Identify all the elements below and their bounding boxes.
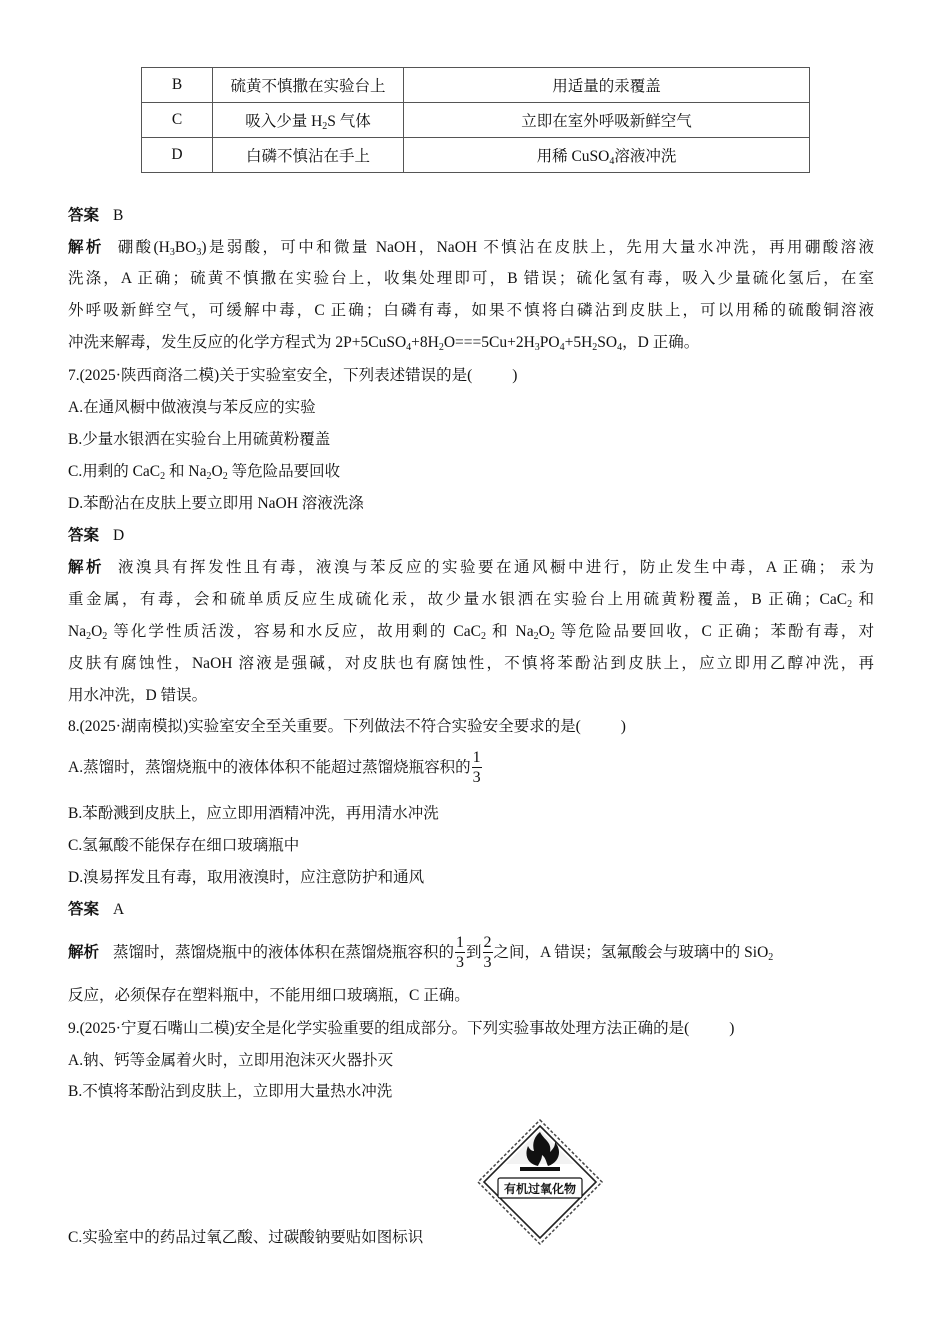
text: 用稀 CuSO — [536, 147, 610, 165]
subscript: 4 — [406, 342, 412, 353]
subscript: 2 — [480, 631, 486, 642]
text: 冲洗来解毒，发生反应的化学方程式为 2P+5CuSO — [68, 334, 407, 351]
subscript: 2 — [86, 631, 92, 642]
analysis-line — [68, 332, 874, 359]
incident-cell — [213, 103, 404, 138]
text: PO — [539, 334, 560, 351]
option-cell: D — [142, 138, 213, 173]
analysis-label: 解析 — [68, 239, 104, 256]
analysis-line — [68, 589, 874, 616]
answer-line — [68, 205, 123, 227]
text: ，D 正确。 — [622, 334, 700, 351]
incident-cell: 硫黄不慎撒在实验台上 — [213, 68, 404, 103]
text: 溶液冲洗 — [614, 147, 677, 165]
subscript: 3 — [534, 342, 540, 353]
subscript: 2 — [768, 952, 774, 963]
text: 等化学性质活泼，容易和水反应，故用剩的 CaC — [107, 623, 481, 640]
text: O===5Cu+2H — [443, 334, 535, 351]
analysis-line: 用水冲洗，D 错误。 — [68, 687, 208, 704]
text: +8H — [411, 334, 439, 351]
question-stem — [68, 1018, 734, 1040]
option-a — [68, 746, 483, 790]
text: +5H — [564, 334, 593, 351]
table-row — [142, 68, 810, 103]
text: SO — [597, 334, 618, 351]
table-row — [142, 103, 810, 138]
subscript: 2 — [222, 471, 228, 482]
text: 吸入少量 H — [245, 112, 323, 130]
text: 蒸馏时，蒸馏烧瓶中的液体体积在蒸馏烧瓶容积的 — [113, 944, 455, 961]
fraction-denominator: 3 — [483, 954, 492, 972]
text: 7.(2025·陕西商洛二模)关于实验室安全，下列表述错误的是( — [68, 367, 473, 384]
answer-value: B — [113, 207, 124, 224]
table-row — [142, 138, 810, 173]
answer-value: A — [113, 901, 125, 918]
text: 重金属，有毒，会和硫单质反应生成硫化汞，故少量水银洒在实验台上用硫黄粉覆盖，B 正确；CaC — [68, 591, 848, 608]
text: O — [211, 463, 223, 480]
analysis-label: 解析 — [68, 559, 104, 576]
text: A.蒸馏时，蒸馏烧瓶中的液体体积不能超过蒸馏烧瓶容积的 — [68, 759, 471, 776]
treatment-cell — [404, 138, 810, 173]
text: S 气体 — [327, 112, 371, 130]
fraction-numerator: 1 — [472, 749, 481, 767]
option-b: B.不慎将苯酚沾到皮肤上，立即用大量热水冲洗 — [68, 1083, 393, 1100]
text: 和 Na — [485, 623, 534, 640]
option-cell: C — [142, 103, 213, 138]
text: O — [538, 623, 550, 640]
subscript: 2 — [160, 471, 166, 482]
analysis-line: 皮肤有腐蚀性，NaOH 溶液是强碱，对皮肤也有腐蚀性，不慎将苯酚沾到皮肤上，应立即用乙醇冲洗，再 — [68, 655, 874, 672]
text: 液溴具有挥发性且有毒，液溴与苯反应的实验要在通风橱中进行，防止发生中毒，A 正确； 汞为 — [118, 559, 874, 576]
option-a: A.在通风橱中做液溴与苯反应的实验 — [68, 399, 316, 416]
organic-peroxide-hazard-sign — [476, 1118, 604, 1246]
analysis-label: 解析 — [68, 944, 100, 961]
answer-line — [68, 525, 124, 547]
text: 和 Na — [165, 463, 207, 480]
fraction-denominator: 3 — [472, 769, 481, 787]
text: ) — [620, 718, 626, 735]
text: )是弱酸，可中和微量 NaOH，NaOH 不慎沾在皮肤上，先用大量水冲洗，再用硼酸溶液 — [201, 239, 874, 256]
subscript: 2 — [549, 631, 555, 642]
option-c: C.实验室中的药品过氧乙酸、过碳酸钠要贴如图标识 — [68, 1229, 424, 1246]
subscript: 4 — [609, 155, 615, 167]
text: 和 — [852, 591, 874, 608]
text: O — [91, 623, 103, 640]
options-table — [141, 67, 810, 173]
subscript: 2 — [847, 599, 853, 610]
sign-label-text: 有机过氧化物 — [503, 1182, 577, 1196]
option-cell: B — [142, 68, 213, 103]
subscript: 4 — [617, 342, 623, 353]
answer-label: 答案 — [68, 207, 100, 224]
text: 等危险品要回收，C 正确；苯酚有毒，对 — [554, 623, 874, 640]
subscript: 2 — [533, 631, 539, 642]
option-c — [68, 461, 340, 488]
text: ) — [512, 367, 518, 384]
analysis-line — [68, 237, 874, 264]
answer-line — [68, 899, 124, 921]
analysis-line: 洗涤，A 正确；硫黄不慎撒在实验台上，收集处理即可，B 错误；硫化氢有毒，吸入少量硫化氢后，在室 — [68, 270, 874, 287]
fraction — [483, 935, 493, 971]
analysis-line — [68, 621, 874, 648]
option-a: A.钠、钙等金属着火时，立即用泡沫灭火器扑灭 — [68, 1052, 394, 1069]
subscript: 4 — [559, 342, 565, 353]
answer-label: 答案 — [68, 901, 100, 918]
fraction-numerator: 2 — [483, 934, 492, 952]
text: 等危险品要回收 — [227, 463, 341, 480]
subscript: 2 — [102, 631, 108, 642]
option-d: D.苯酚沾在皮肤上要立即用 NaOH 溶液洗涤 — [68, 495, 364, 512]
treatment-cell: 立即在室外呼吸新鲜空气 — [404, 103, 810, 138]
text: C.用剩的 CaC — [68, 463, 161, 480]
text: 硼酸(H — [117, 239, 170, 256]
fraction-denominator: 3 — [456, 954, 465, 972]
text: 之间，A 错误；氢氟酸会与玻璃中的 SiO — [493, 944, 769, 961]
text: 8.(2025·湖南模拟)实验室安全至关重要。下列做法不符合实验安全要求的是( — [68, 718, 581, 735]
subscript: 2 — [592, 342, 598, 353]
answer-value: D — [113, 527, 125, 544]
fraction — [472, 750, 482, 786]
fraction — [455, 935, 465, 971]
text: Na — [68, 623, 87, 640]
question-stem — [68, 716, 626, 738]
fraction-numerator: 1 — [456, 934, 465, 952]
option-c: C.氢氟酸不能保存在细口玻璃瓶中 — [68, 837, 300, 854]
treatment-cell: 用适量的汞覆盖 — [404, 68, 810, 103]
text: ) — [729, 1020, 735, 1037]
analysis-line: 反应，必须保存在塑料瓶中，不能用细口玻璃瓶，C 正确。 — [68, 987, 470, 1004]
subscript: 3 — [196, 247, 202, 258]
option-b: B.苯酚溅到皮肤上，应立即用酒精冲洗，再用清水冲洗 — [68, 805, 439, 822]
option-b: B.少量水银洒在实验台上用硫黄粉覆盖 — [68, 431, 331, 448]
answer-label: 答案 — [68, 527, 100, 544]
subscript: 2 — [322, 120, 328, 132]
analysis-line: 外呼吸新鲜空气，可缓解中毒，C 正确；白磷有毒，如果不慎将白磷沾到皮肤上，可以用稀的硫酸铜溶液 — [68, 302, 874, 319]
subscript: 2 — [438, 342, 444, 353]
subscript: 2 — [206, 471, 212, 482]
text: BO — [174, 239, 197, 256]
analysis-line — [68, 931, 773, 980]
option-d: D.溴易挥发且有毒，取用液溴时，应注意防护和通风 — [68, 869, 425, 886]
subscript: 3 — [169, 247, 175, 258]
question-stem — [68, 365, 517, 387]
incident-cell: 白磷不慎沾在手上 — [213, 138, 404, 173]
text: 到 — [466, 944, 482, 961]
text: 9.(2025·宁夏石嘴山二模)安全是化学实验重要的组成部分。下列实验事故处理方法正确的是( — [68, 1020, 690, 1037]
analysis-line — [68, 557, 874, 579]
